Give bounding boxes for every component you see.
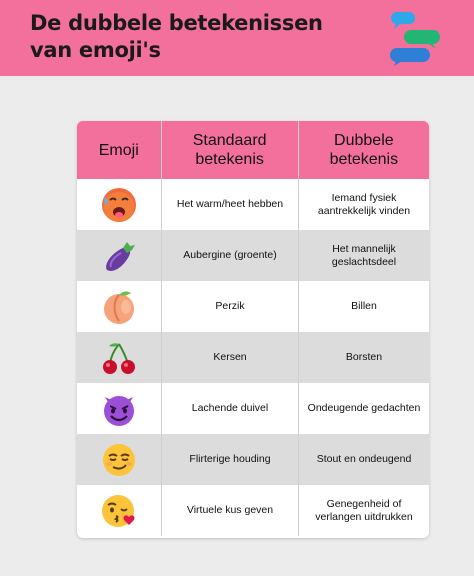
table-row — [77, 434, 429, 485]
page-title: De dubbele betekenissen van emoji's — [30, 11, 323, 62]
hot-face-emoji — [99, 185, 139, 225]
header-double: Dubbele betekenis — [298, 121, 429, 179]
face-blowing-kiss-emoji — [99, 491, 139, 531]
chat-bubbles-icon — [388, 10, 444, 66]
cherries-emoji — [99, 338, 139, 378]
table-row — [77, 281, 429, 332]
header-emoji: Emoji — [98, 141, 139, 159]
table-row — [77, 179, 429, 230]
smiling-devil-emoji — [99, 389, 139, 429]
standard-meaning: Lachende duivel — [161, 383, 298, 434]
table-body — [77, 179, 429, 536]
table-row — [77, 332, 429, 383]
double-meaning: Iemand fysiek aantrekkelijk vinden — [298, 179, 429, 230]
standard-meaning: Kersen — [161, 332, 298, 383]
header-standard: Standaard betekenis — [161, 121, 298, 179]
eggplant-emoji — [99, 236, 139, 276]
emoji-table — [77, 121, 429, 538]
double-meaning: Het mannelijk geslachtsdeel — [298, 230, 429, 281]
standard-meaning: Aubergine (groente) — [161, 230, 298, 281]
double-meaning: Genegenheid of verlangen uitdrukken — [298, 485, 429, 536]
table-row — [77, 383, 429, 434]
double-meaning: Ondeugende gedachten — [298, 383, 429, 434]
table-row — [77, 230, 429, 281]
double-meaning: Billen — [298, 281, 429, 332]
header-banner — [0, 0, 474, 76]
table-row — [77, 485, 429, 536]
peach-emoji — [99, 287, 139, 327]
double-meaning: Stout en ondeugend — [298, 434, 429, 485]
standard-meaning: Perzik — [161, 281, 298, 332]
standard-meaning: Flirterige houding — [161, 434, 298, 485]
double-meaning: Borsten — [298, 332, 429, 383]
smirking-face-emoji — [99, 440, 139, 480]
standard-meaning: Virtuele kus geven — [161, 485, 298, 536]
table-header — [77, 121, 429, 179]
standard-meaning: Het warm/heet hebben — [161, 179, 298, 230]
